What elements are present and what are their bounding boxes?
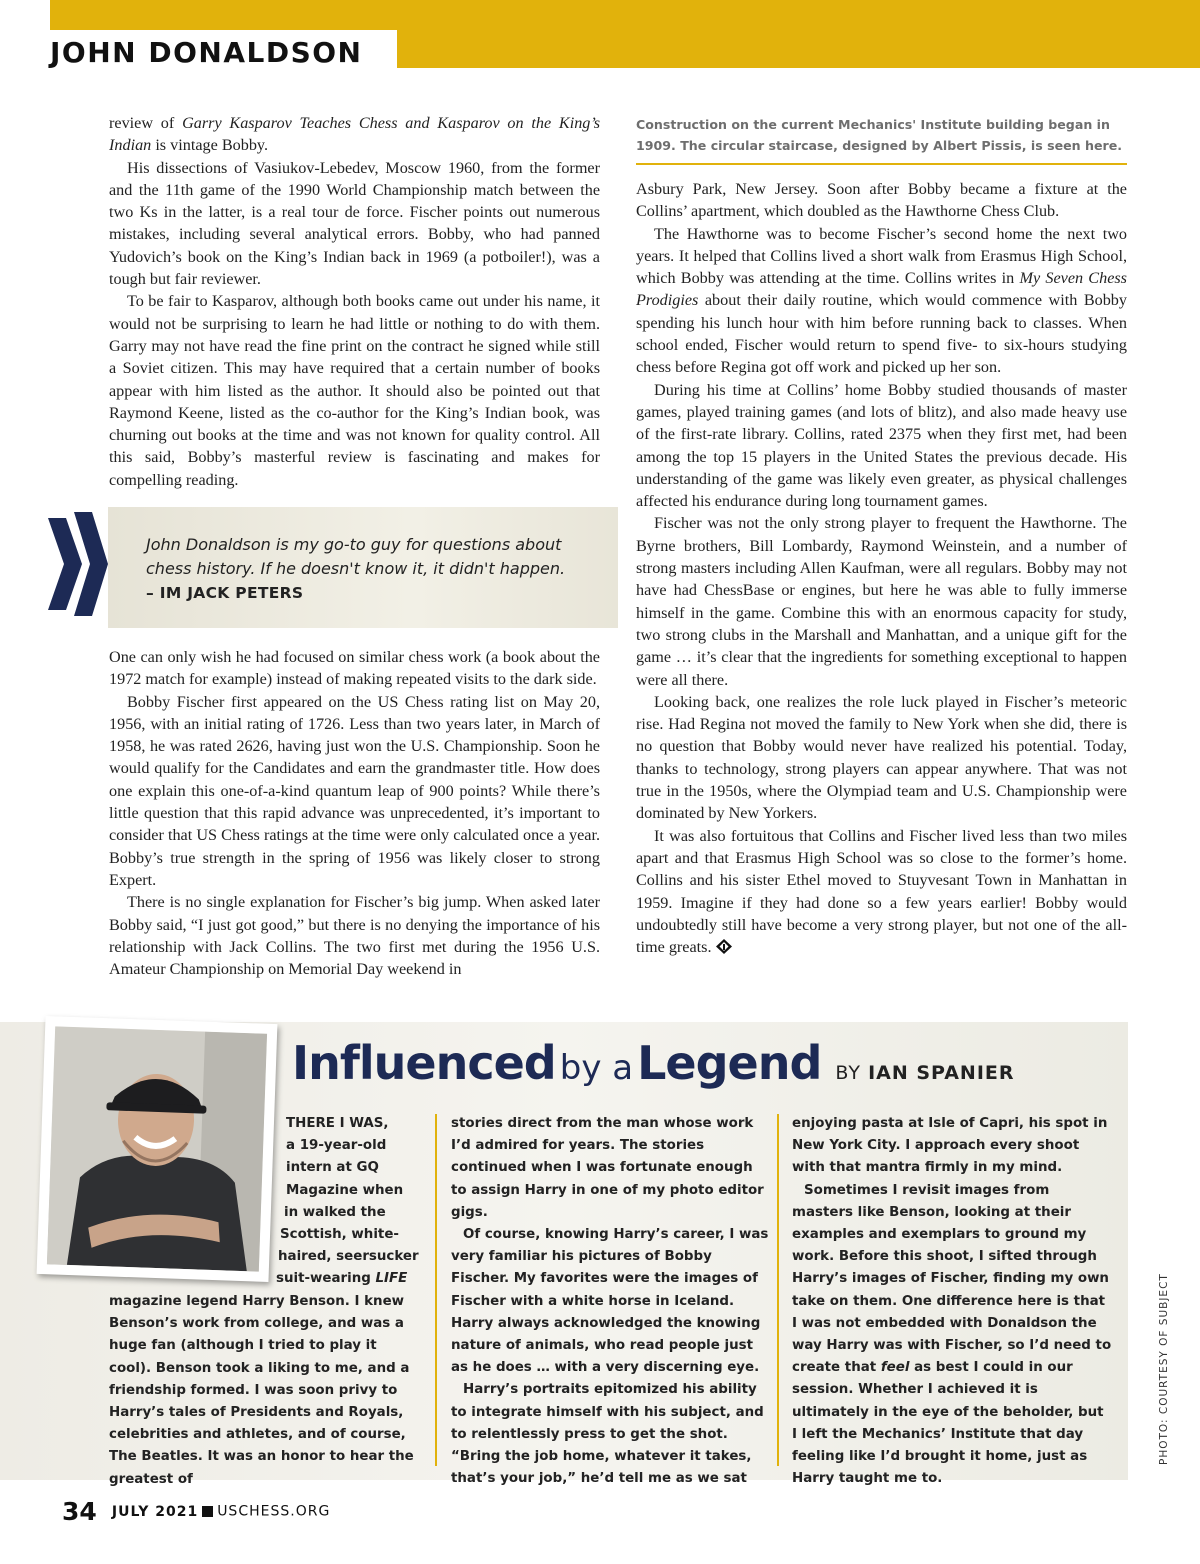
wrap-line: haired, seersucker bbox=[278, 1249, 419, 1265]
paragraph-text: It was also fortuitous that Collins and Fischer lived less than two miles apart and that Erasmus High School was so close to the former’s home. Collins and his sister Ethel moved to Stuyvesant Town in Manhattan in 1959. Imagine if they had done so a few years earlier! Bobby would undoubtedly still have become a very strong player, but not one of the all-time greats. bbox=[636, 826, 1127, 957]
photo-credit: PHOTO: COURTESY OF SUBJECT bbox=[1158, 1273, 1170, 1465]
column-1-bottom bbox=[109, 646, 600, 980]
square-separator-icon bbox=[202, 1506, 213, 1517]
sidebar-column-2 bbox=[451, 1113, 769, 1490]
double-chevron-quote-icon bbox=[44, 512, 108, 616]
paragraph: Of course, knowing Harry’s career, I was very familiar his pictures of Bobby Fischer. My favorites were the images of Fischer with a white horse in Iceland. Harry always acknowledged the knowing nature of animals, who read people just as he does … with a very discerning eye. bbox=[451, 1227, 769, 1376]
wrap-line: a 19-year-old bbox=[286, 1138, 387, 1154]
portrait-illustration bbox=[47, 1026, 267, 1271]
wrap-line: suit-wearing LIFE bbox=[276, 1271, 408, 1287]
wrap-line: intern at GQ bbox=[286, 1160, 379, 1176]
column-divider bbox=[777, 1114, 779, 1466]
title-part-2: by a bbox=[559, 1048, 634, 1088]
uschess-end-icon bbox=[716, 939, 732, 954]
sidebar-byline bbox=[835, 1062, 1014, 1084]
paragraph: The Hawthorne was to become Fischer’s second home the next two years. It helped that Collins lived a short walk from Erasmus High School, which Bobby was attending at the time. Collins writes in My Seven Chess Prodigies about their daily routine, which would commence with Bobby spending his lunch hour with him before running back to classes. When school ended, Fischer would return to spend five- to six-hours studying chess before Regina got off work and picked up her son. bbox=[636, 224, 1127, 377]
paragraph: Bobby Fischer first appeared on the US Chess rating list on May 20, 1956, with an initial rating of 1726. Less than two years later, in March of 1958, he was rated 2626, having just won the U.S. Championship. Soon he would qualify for the Candidates and earn the grandmaster title. How does one explain this one-of-a-kind quantum leap of 900 points? While there’s little question that this rapid advance was unprecedented, it’s important to consider that US Chess ratings at the time were only calculated once a year. Bobby’s true strength in the spring of 1956 was likely closer to strong Expert. bbox=[109, 692, 600, 889]
paragraph: Looking back, one realizes the role luck played in Fischer’s meteoric rise. Had Regina not moved the family to New York when she did, there is no question that Bobby would never have realized his potential. Today, thanks to technology, strong players can appear anywhere. That was not true in the 1950s, where the Olympiad team and U.S. Championship were dominated by New Yorkers. bbox=[636, 692, 1127, 823]
wrap-line: Magazine when bbox=[286, 1182, 404, 1198]
sidebar-wrap-text bbox=[276, 1113, 424, 1291]
paragraph: review of Garry Kasparov Teaches Chess and Kasparov on the King’s Indian is vintage Bobby. bbox=[109, 114, 600, 155]
paragraph: enjoying pasta at Isle of Capri, his spot in New York City. I approach every shoot with that mantra firmly in my mind. bbox=[792, 1116, 1108, 1176]
header-bar-tab bbox=[397, 0, 1200, 68]
wrap-line: THERE I WAS, bbox=[286, 1116, 389, 1131]
column-2 bbox=[636, 178, 1127, 958]
paragraph: There is no single explanation for Fischer’s big jump. When asked later Bobby said, “I just got good,” but there is no denying the importance of his relationship with Jack Collins. The two first met during the 1956 U.S. Amateur Championship on Memorial Day weekend in bbox=[109, 893, 600, 979]
paragraph: One can only wish he had focused on similar chess work (a book about the 1972 match for example) instead of making repeated visits to the dark side. bbox=[109, 648, 600, 689]
page-number: 34 bbox=[62, 1497, 97, 1526]
paragraph: During his time at Collins’ home Bobby studied thousands of master games, played training games (and lots of blitz), and also made heavy use of the first-rate library. Collins, rated 2375 when they first met, had been among the top 15 players in the United States the previous decade. His understanding of the game was likely even greater, as physical challenges affected his endurance during long tournament games. bbox=[636, 380, 1127, 511]
caption-divider bbox=[636, 163, 1127, 165]
paragraph: To be fair to Kasparov, although both books came out under his name, it would not be surprising to learn he had little or nothing to do with them. Garry may not have read the fine print on the contract he signed while still a Soviet citizen. This may have required that a certain number of books appear with him listed as the author. It should also be pointed out that Raymond Keene, listed as the co-author for the King’s Indian book, was churning out books at the time and was not known for quality control. All this said, Bobby’s masterful review is fascinating and makes for compelling reading. bbox=[109, 292, 600, 489]
paragraph: magazine legend Harry Benson. I knew Benson’s work from college, and was a huge fan (although I tried to play it cool). Benson took a liking to me, and a friendship formed. I was soon privy to Harry’s tales of Presidents and Royals, celebrities and athletes, and of course, The Beatles. It was an honor to hear the greatest of bbox=[109, 1294, 414, 1487]
paragraph: His dissections of Vasiukov-Lebedev, Moscow 1960, from the former and the 11th game of the 1990 World Championship match between the two Ks in the latter, is a real tour de force. Fischer points out numerous mistakes, including several analytical errors. Bobby, who had panned Yudovich’s book on the King’s Indian back in 1969 (a potboiler!), was a tough but fair reviewer. bbox=[109, 158, 600, 289]
paragraph: Fischer was not the only strong player to frequent the Hawthorne. The Byrne brothers, Bill Lombardy, Raymond Weinstein, and a number of strong masters including Allen Kaufman, were all regulars. Bobby may not have had ChessBase or engines, but here he was able to fully immerse himself in the game. Combine this with an enormous capacity for study, two strong clubs in the Marshall and Manhattan, and a unique gift for the game … it’s clear that the ingredients for something exceptional to happen were all there. bbox=[636, 514, 1127, 689]
title-part-3: Legend bbox=[637, 1036, 822, 1090]
wrap-line: in walked the bbox=[284, 1204, 386, 1220]
paragraph: Sometimes I revisit images from masters like Benson, looking at their examples and exemplars to ground my work. Before this shoot, I sifted through Harry’s images of Fischer, finding my own take on them. One difference here is that I was not embedded with Donaldson the way Harry was with Fischer, so I’d need to create that feel as best I could in our session. Whether I achieved it is ultimately in the eye of the beholder, but I left the Mechanics’ Institute that day feeling like I’d brought it home, just as Harry taught me to. bbox=[792, 1182, 1112, 1487]
byline-prefix: BY bbox=[835, 1062, 862, 1084]
sidebar-title bbox=[292, 1036, 1015, 1090]
column-divider bbox=[435, 1114, 437, 1466]
paragraph bbox=[636, 825, 1127, 959]
issue-date: JULY 2021 bbox=[111, 1503, 199, 1520]
website-link[interactable]: USCHESS.ORG bbox=[217, 1503, 331, 1520]
wrap-line: Scottish, white- bbox=[280, 1227, 399, 1243]
column-1-top bbox=[109, 112, 600, 491]
author-name: JOHN DONALDSON bbox=[50, 36, 363, 69]
portrait-frame bbox=[37, 1016, 278, 1282]
page-footer bbox=[62, 1497, 330, 1526]
title-part-1: Influenced bbox=[292, 1036, 556, 1090]
byline-name: IAN SPANIER bbox=[868, 1062, 1015, 1084]
paragraph: Asbury Park, New Jersey. Soon after Bobby became a fixture at the Collins’ apartment, which doubled as the Hawthorne Chess Club. bbox=[636, 180, 1127, 221]
pull-quote-text: John Donaldson is my go-to guy for questions about chess history. If he doesn't know it, it didn't happen. bbox=[146, 535, 566, 578]
paragraph: stories direct from the man whose work I’d admired for years. The stories continued when I was fortunate enough to assign Harry in one of my photo editor gigs. bbox=[451, 1116, 764, 1220]
portrait-photo bbox=[47, 1026, 267, 1271]
photo-caption: Construction on the current Mechanics' Institute building began in 1909. The circular staircase, designed by Albert Pissis, is seen here. bbox=[636, 117, 1123, 153]
paragraph: Harry’s portraits epitomized his ability to integrate himself with his subject, and to relentlessly press to get the shot. “Bring the job home, whatever it takes, that’s your job,” he’d tell me as we sat bbox=[451, 1382, 764, 1487]
sidebar-column-1 bbox=[109, 1291, 421, 1491]
sidebar-column-3 bbox=[792, 1113, 1112, 1490]
pull-quote-attribution: – IM JACK PETERS bbox=[146, 584, 304, 602]
